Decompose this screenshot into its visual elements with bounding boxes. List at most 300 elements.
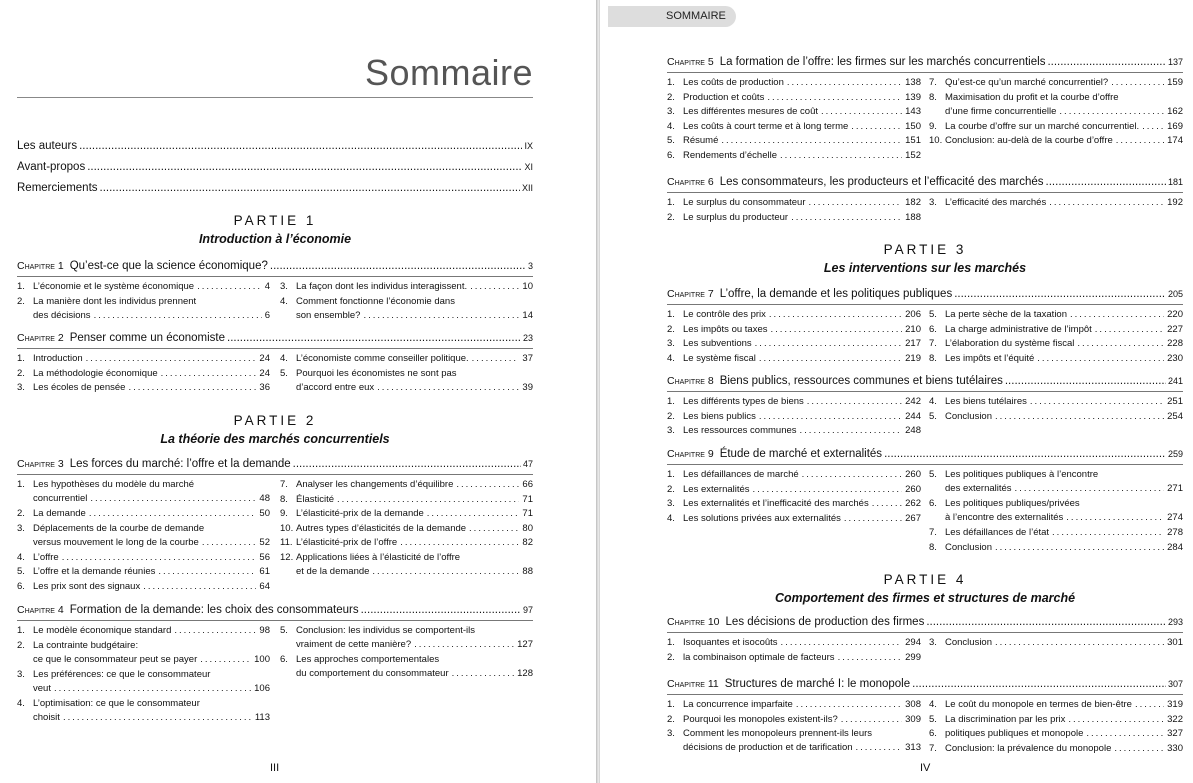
entry-title: Les coûts de production [683,77,784,88]
entry-body [33,381,270,395]
entry-number: 5. [17,566,25,577]
entry-title: Le surplus du producteur [683,211,789,223]
dot-leader [90,492,256,506]
entry-page: 284 [1167,541,1183,553]
entry-number: 3. [667,106,675,117]
entry-title-continued: et de la demande [296,565,370,577]
entry-body [33,639,270,667]
entry-page: 322 [1167,713,1183,725]
dot-leader [400,536,519,550]
entry-body [683,91,921,105]
dot-leader [470,280,519,294]
entry-number: 4. [667,352,675,364]
chapter-number: Chapitre 11 [667,678,719,690]
chapter-number: Chapitre 8 [667,375,714,387]
entry-page: 248 [905,425,921,436]
entry-number: 7. [929,742,937,754]
chapter-rule [667,192,1183,193]
front-matter-page: IX [524,141,533,151]
entry-number: 1. [667,469,675,480]
toc-entry [929,636,1183,650]
entry-page: 244 [905,410,921,422]
entry-title-continued: du comportement du consommateur [296,668,449,679]
entry-number: 5. [929,469,937,480]
header-tab: SOMMAIRE [608,6,736,27]
dot-leader [452,667,515,681]
chapter-title: Penser comme un économiste [69,332,226,344]
entry-page: 152 [905,149,921,161]
dot-leader [995,636,1164,650]
entry-title: Pourquoi les économistes ne sont pas [296,367,457,379]
entry-page: 138 [905,77,921,88]
entry-title: Les différentes mesures de coût [683,106,819,117]
entry-body [683,698,921,712]
entry-title: La charge administrative de l’impôt [945,323,1092,335]
chapter-heading [17,332,533,344]
entry-page: 327 [1167,728,1183,739]
entry-page: 10 [522,281,533,292]
chapter-rule [17,474,533,475]
dot-leader [54,682,251,696]
toc-entry [17,522,270,550]
entry-body [945,698,1183,712]
dot-leader [1052,526,1164,540]
toc-entry [280,352,533,366]
entry-number: 4. [929,699,937,710]
entry-number: 2. [17,295,25,307]
entry-title: Pourquoi les monopoles existent-ils? [683,713,838,725]
entry-body [683,337,921,351]
entry-page: 100 [254,653,270,665]
entry-page: 24 [259,353,270,364]
part-label: PARTIE 4 [883,572,967,587]
entry-number: 2. [667,713,675,725]
toc-entry [17,697,270,725]
toc-entry [667,636,921,650]
page-title: Sommaire [364,52,533,93]
entry-page: 64 [259,580,270,592]
chapter-page: 205 [1167,289,1183,299]
entry-body [945,134,1183,148]
entry-body [945,323,1183,337]
entry-number: 4. [17,551,25,563]
entry-title-continued: son ensemble? [296,309,361,321]
entry-title-continued: vraiment de cette manière? [296,639,412,650]
dot-leader [759,410,902,424]
entry-page: 313 [905,742,921,753]
entry-title: Les solutions privées aux externalités [683,512,841,524]
toc-entry [667,483,921,497]
entry-number: 3. [929,197,937,208]
entry-title: politiques publiques et monopole [945,728,1084,739]
dot-leader [1046,176,1166,188]
toc-entry [280,367,533,395]
dot-leader [1015,482,1165,496]
toc-entry [667,727,921,755]
entry-body [33,352,270,366]
entry-number: 2. [17,639,25,651]
chapter-heading [667,176,1183,188]
toc-entry [667,91,921,105]
entry-body [683,651,921,665]
toc-entry [280,493,533,507]
dot-leader [87,161,522,173]
front-matter-label: Remerciements [17,182,98,194]
chapter-heading [667,678,1183,690]
toc-entry [929,337,1183,351]
toc-entry [929,698,1183,712]
entry-title: Les défaillances de marché [683,469,799,480]
entry-page: 143 [905,106,921,117]
chapter-heading [17,604,533,616]
toc-entry [667,468,921,482]
entry-page: 113 [254,711,270,723]
entry-number: 4. [17,697,25,709]
entry-number: 1. [17,625,25,636]
toc-entry [17,551,270,565]
entry-title-continued: d’une firme concurrentielle [945,105,1057,117]
entry-number: 2. [667,410,675,422]
dot-leader [1111,76,1164,90]
title-rule [17,97,533,98]
chapter-page: 293 [1167,617,1183,627]
dot-leader [270,260,526,272]
entry-body [33,580,270,594]
toc-entry [929,134,1183,148]
entry-number: 6. [929,323,937,335]
entry-body [683,149,921,163]
dot-leader [1077,337,1164,351]
entry-body [33,624,270,638]
toc-entry [667,651,921,665]
entry-number: 1. [667,309,675,320]
dot-leader [469,522,519,536]
chapter-number: Chapitre 1 [17,260,64,272]
chapter-number: Chapitre 5 [667,56,714,68]
chapter-rule [17,348,533,349]
entry-page: 308 [905,699,921,710]
entry-number: 6. [929,728,937,739]
entry-page: 174 [1167,135,1183,146]
dot-leader [427,507,520,521]
entry-body [296,493,533,507]
entry-title-continued: des externalités [945,483,1012,494]
entry-number: 3. [17,668,25,680]
entry-title-continued: d’accord entre eux [296,381,375,393]
entry-body [683,468,921,482]
entry-body [683,308,921,322]
entry-title: Les écoles de pensée [33,382,126,393]
chapter-page: 259 [1167,449,1183,459]
left-page [0,0,596,783]
chapter-number: Chapitre 10 [667,616,720,628]
dot-leader [821,105,902,119]
entry-title: Les impôts et l’équité [945,352,1035,364]
entry-page: 230 [1167,352,1183,364]
toc-entry [280,522,533,536]
entry-body [683,410,921,424]
entry-number: 6. [667,149,675,161]
entry-number: 1. [667,197,675,208]
entry-title: Autres types d’élasticités de la demande [296,522,467,534]
dot-leader [1059,105,1164,119]
entry-number: 6. [17,580,25,592]
entry-number: 2. [667,483,675,495]
entry-title: Conclusion [945,410,992,422]
toc-entry [929,196,1183,210]
entry-page: 262 [905,498,921,509]
front-matter-page: XI [524,162,533,172]
right-page [600,0,1193,783]
dot-leader [759,352,902,366]
entry-title: Les prix sont des signaux [33,580,141,592]
entry-page: 88 [522,565,533,577]
entry-body [683,76,921,90]
entry-body [683,636,921,650]
chapter-heading [667,288,1183,300]
entry-page: 71 [522,493,533,505]
entry-page: 301 [1167,637,1183,648]
dot-leader [372,565,519,579]
entry-page: 139 [905,91,921,103]
entry-title: Analyser les changements d’équilibre [296,479,454,490]
entry-page: 309 [905,713,921,725]
toc-entry [17,295,270,323]
chapter-title: Qu’est-ce que la science économique? [69,260,268,272]
entry-body [945,636,1183,650]
entry-page: 80 [522,522,533,534]
entry-page: 39 [522,381,533,393]
chapter-title: Formation de la demande: les choix des consommateurs [69,604,359,616]
entry-number: 3. [280,281,288,292]
entry-number: 4. [929,396,937,407]
part-title: La théorie des marchés concurrentiels [160,432,390,446]
dot-leader [721,134,902,148]
entry-number: 4. [280,295,288,307]
dot-leader [1049,196,1164,210]
entry-title: Les subventions [683,338,752,349]
chapter-rule [17,276,533,277]
chapter-number: Chapitre 9 [667,448,714,460]
toc-entry [667,410,921,424]
chapter-heading [667,375,1183,387]
dot-leader [94,309,262,323]
dot-leader [1095,323,1164,337]
entry-body [296,624,533,652]
dot-leader [872,497,902,511]
entry-body [683,395,921,409]
toc-entry [17,624,270,638]
dot-leader [1066,511,1164,525]
toc-entry [280,295,533,323]
entry-page: 127 [517,639,533,650]
entry-body [683,424,921,438]
entry-number: 4. [280,353,288,364]
entry-title: La méthodologie économique [33,367,158,379]
entry-page: 61 [259,566,270,577]
entry-title: L’élasticité-prix de la demande [296,508,424,519]
toc-entry [929,76,1183,90]
dot-leader [1068,713,1164,727]
toc-entry [667,120,921,134]
entry-body [683,727,921,755]
entry-page: 36 [259,382,270,393]
entry-number: 8. [929,352,937,364]
entry-title: L’élasticité-prix de l’offre [296,537,398,548]
dot-leader [767,91,902,105]
part-title: Comportement des firmes et structures de marché [774,591,1076,605]
chapter-rule [667,464,1183,465]
toc-entry [667,308,921,322]
dot-leader [755,337,902,351]
chapter-title: Structures de marché I: le monopole [724,678,911,690]
dot-leader [377,381,519,395]
dot-leader [1070,308,1164,322]
entry-page: 24 [259,367,270,379]
dot-leader [781,636,903,650]
entry-page: 192 [1167,197,1183,208]
toc-entry [929,323,1183,337]
entry-page: 151 [905,135,921,146]
entry-body [296,352,533,366]
entry-number: 1. [667,396,675,407]
entry-title: La contrainte budgétaire: [33,639,139,651]
toc-entry [280,653,533,681]
toc-entry [17,565,270,579]
entry-title: Applications liées à l’élasticité de l’offre [296,551,461,563]
entry-number: 4. [667,512,675,524]
entry-page: 4 [264,281,270,292]
entry-title: Les politiques publiques à l’encontre [945,469,1099,480]
entry-title: La courbe d’offre sur un marché concurrentiel. [945,120,1140,132]
entry-number: 7. [280,479,288,490]
entry-title: Déplacements de la courbe de demande [33,522,205,534]
dot-leader [753,483,903,497]
entry-title: Le modèle économique standard [33,625,172,636]
entry-page: 150 [905,120,921,132]
toc-entry [929,395,1183,409]
entry-body [683,134,921,148]
entry-title: L’offre et la demande réunies [33,566,156,577]
entry-page: 254 [1167,410,1183,422]
dot-leader [838,651,903,665]
dot-leader [800,424,903,438]
toc-entry [667,698,921,712]
dot-leader [796,698,902,712]
entry-body [945,352,1183,366]
entry-page: 274 [1167,512,1183,523]
toc-entry [280,536,533,550]
entry-body [945,541,1183,555]
entry-page: 6 [264,309,270,321]
entry-body [683,196,921,210]
entry-title: Comment les monopoleurs prennent-ils leurs [683,728,873,739]
toc-entry [929,352,1183,366]
toc-entry [667,134,921,148]
toc-entry [667,395,921,409]
entry-title: Les impôts ou taxes [683,323,768,335]
entry-title: Le coût du monopole en termes de bien-être [945,699,1132,710]
chapter-number: Chapitre 4 [17,604,64,616]
entry-body [683,483,921,497]
toc-entry [17,580,270,594]
entry-title: Le surplus du consommateur [683,197,806,208]
entry-body [296,551,533,579]
entry-page: 227 [1167,323,1183,335]
entry-body [683,352,921,366]
entry-title: Les hypothèses du modèle du marché [33,479,195,490]
dot-leader [995,410,1164,424]
entry-title-continued: ce que le consommateur peut se payer [33,653,198,665]
toc-entry [667,337,921,351]
toc-entry [17,381,270,395]
entry-title: Le système fiscal [683,352,756,364]
chapter-title: L’offre, la demande et les politiques publiques [719,288,953,300]
entry-title: La façon dont les individus interagissent. [296,281,468,292]
entry-body [33,367,270,381]
entry-title: Conclusion: la prévalence du monopole [945,742,1112,754]
part-label: PARTIE 3 [883,242,967,257]
dot-leader [363,309,519,323]
toc-entry [929,727,1183,741]
chapter-heading [17,458,533,470]
entry-body [296,280,533,294]
entry-page: 14 [522,309,533,321]
toc-entry [667,149,921,163]
entry-number: 7. [929,338,937,349]
entry-number: 5. [667,135,675,146]
toc-entry [929,526,1183,540]
entry-body [296,536,533,550]
entry-page: 50 [259,508,270,519]
entry-page: 182 [905,197,921,208]
entry-body [945,497,1183,525]
toc-entry [280,478,533,492]
entry-body [33,478,270,506]
dot-leader [62,551,257,565]
chapter-rule [667,694,1183,695]
page-number: IV [920,762,931,774]
entry-page: 251 [1167,396,1183,407]
front-matter-label: Les auteurs [17,140,78,152]
chapter-title: La formation de l’offre: les firmes sur les marchés concurrentiels [719,56,1046,68]
dot-leader [844,512,902,526]
entry-number: 5. [929,309,937,320]
toc-entry [929,541,1183,555]
entry-title-continued: décisions de production et de tarification [683,742,853,753]
entry-body [945,727,1183,741]
dot-leader [89,507,257,521]
entry-number: 2. [667,651,675,663]
chapter-rule [667,391,1183,392]
toc-entry [667,713,921,727]
entry-body [296,478,533,492]
entry-page: 98 [259,625,270,636]
entry-title-continued: à l’encontre des externalités [945,512,1064,523]
part-title: Les interventions sur les marchés [823,261,1027,275]
entry-title: Les différents types de biens [683,396,804,407]
entry-title: Les ressources communes [683,425,797,436]
entry-body [33,507,270,521]
entry-body [296,522,533,536]
part-title: Introduction à l’économie [198,232,352,246]
entry-body [683,323,921,337]
entry-title-continued: concurrentiel [33,493,88,504]
entry-number: 2. [667,211,675,223]
entry-number: 9. [280,508,288,519]
entry-number: 3. [667,728,675,739]
dot-leader [912,678,1166,690]
